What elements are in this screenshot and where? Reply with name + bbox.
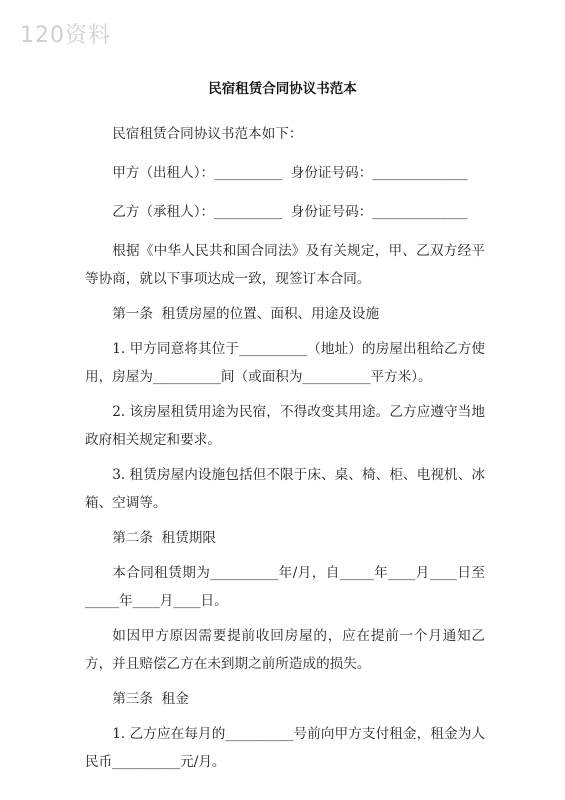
- article-2-early-termination: 如因甲方原因需要提前收回房屋的，应在提前一个月通知乙方，并且赔偿乙方在未到期之前所造成的损失。: [85, 628, 485, 672]
- article-2-heading: 第二条 租赁期限: [112, 530, 216, 546]
- article-3-clause-1: 1. 乙方应在每月的__________号前向甲方支付租金，租金为人民币__________元/月。: [85, 726, 485, 770]
- intro-paragraph: 民宿租赁合同协议书范本如下：: [112, 126, 303, 142]
- document-title: 民宿租赁合同协议书范本: [208, 81, 357, 97]
- article-1-clause-1: 1. 甲方同意将其位于__________（地址）的房屋出租给乙方使用，房屋为__________间（或面积为__________平方米）。: [85, 341, 485, 385]
- article-1-clause-2: 2. 该房屋租赁用途为民宿，不得改变其用途。乙方应遵守当地政府相关规定和要求。: [85, 404, 485, 448]
- party-a-line: 甲方（出租人）：__________ 身份证号码：______________: [112, 165, 468, 181]
- watermark-logo: 120资料: [20, 23, 111, 48]
- document-body: [85, 120, 485, 783]
- article-2-term: 本合同租赁期为__________年/月，自_____年____月____日至_____年____月____日。: [85, 565, 485, 609]
- article-1-heading: 第一条 租赁房屋的位置、面积、用途及设施: [112, 306, 380, 322]
- article-3-heading: 第三条 租金: [112, 691, 189, 707]
- party-b-line: 乙方（承租人）：__________ 身份证号码：______________: [112, 204, 468, 220]
- article-1-clause-3: 3. 租赁房屋内设施包括但不限于床、桌、椅、柜、电视机、冰箱、空调等。: [85, 467, 485, 511]
- legal-basis-paragraph: 根据《中华人民共和国合同法》及有关规定，甲、乙双方经平等协商，就以下事项达成一致，现签订本合同。: [85, 243, 485, 287]
